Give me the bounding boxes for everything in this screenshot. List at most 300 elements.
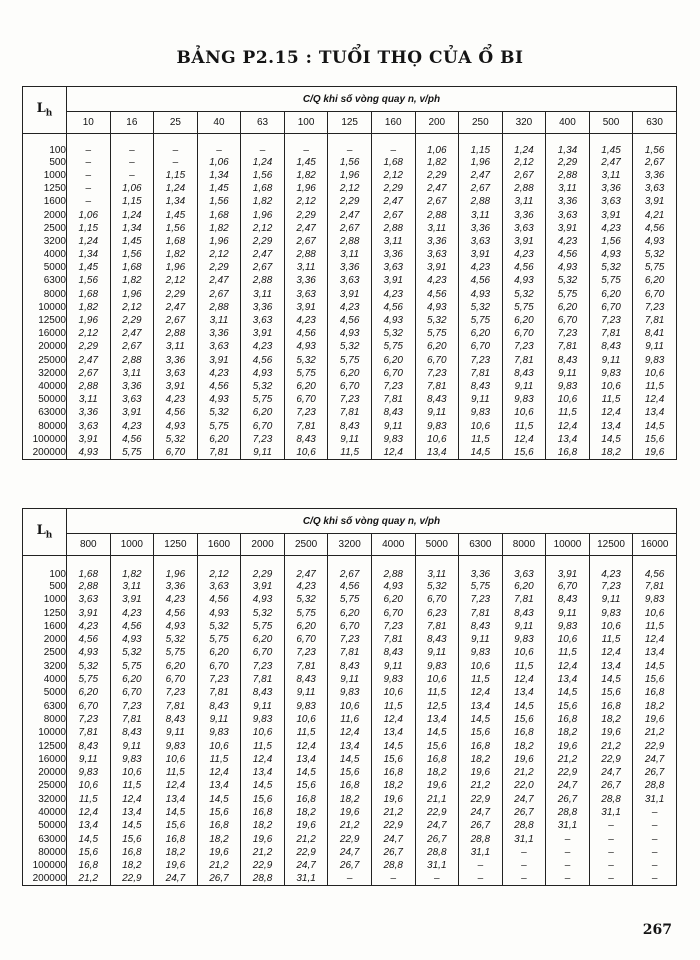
table-cell: – [371,134,415,156]
table-row [23,646,677,659]
table-cell: 18,2 [154,846,198,859]
table-cell: 13,4 [241,766,285,779]
table-cell: – [284,134,328,156]
table-row [23,301,677,314]
table-cell: 2,88 [67,380,111,393]
table-cell: 2,88 [502,182,546,195]
table-cell: 2,88 [328,235,372,248]
table-row [23,446,677,459]
table-cell: 3,11 [328,248,372,261]
column-header: 800 [67,534,111,556]
table-cell: 5,75 [110,660,154,673]
table-cell: 12,5 [415,699,459,712]
table-cell: 13,4 [415,713,459,726]
table-row [23,859,677,872]
table-cell: 7,81 [371,633,415,646]
table-cell: 18,2 [241,819,285,832]
table-cell: 5,75 [459,580,503,593]
table-cell: 28,8 [459,832,503,845]
table-cell: 12,4 [284,739,328,752]
table-cell: 15,6 [110,832,154,845]
table-cell: 1,34 [67,248,111,261]
table-cell: 9,11 [502,380,546,393]
table-cell: 1,56 [328,156,372,169]
table-cell: 11,6 [328,713,372,726]
row-lh-value: 100 [23,556,67,580]
table-cell: – [67,156,111,169]
table-cell: 3,63 [67,419,111,432]
table-cell: 5,75 [459,314,503,327]
row-header-label: L [36,101,46,117]
table-cell: 6,20 [546,301,590,314]
table-cell: 16,8 [67,859,111,872]
table-cell: 6,70 [328,380,372,393]
table-cell: 6,70 [241,646,285,659]
table-cell: 7,23 [241,660,285,673]
table-cell: 2,88 [459,195,503,208]
table-cell: 2,29 [284,208,328,221]
row-lh-value: 3200 [23,660,67,673]
table-cell: 4,23 [328,301,372,314]
table-cell: – [67,195,111,208]
table-cell: – [67,182,111,195]
table-cell: 3,63 [67,593,111,606]
table-cell: 9,83 [371,673,415,686]
table-cell: 5,32 [371,327,415,340]
table-cell: 13,4 [502,686,546,699]
table-cell: 2,12 [284,195,328,208]
table-cell: 22,9 [459,793,503,806]
table-cell: 8,43 [284,433,328,446]
table-cell: 3,91 [546,556,590,580]
table-cell: 2,88 [371,222,415,235]
table-cell: 3,36 [328,261,372,274]
table-cell: 15,6 [459,726,503,739]
row-lh-value: 16000 [23,327,67,340]
table-cell: 2,29 [415,169,459,182]
table-cell: 11,5 [328,446,372,459]
table-cell: 11,5 [110,779,154,792]
table-cell: 3,63 [197,580,241,593]
table-cell: 22,9 [415,806,459,819]
table-cell: 28,8 [589,793,633,806]
table-cell: 6,20 [328,606,372,619]
table-cell: 8,43 [546,593,590,606]
table-cell: 5,75 [328,593,372,606]
table-cell: 1,82 [197,222,241,235]
table-cell: 3,36 [110,380,154,393]
table-cell: 1,56 [154,222,198,235]
table-cell: 10,6 [589,620,633,633]
table-row [23,274,677,287]
table-cell: 3,91 [197,354,241,367]
table-cell: 26,7 [459,819,503,832]
table-cell: 5,32 [197,620,241,633]
row-lh-value: 500 [23,580,67,593]
table-cell: 5,75 [241,620,285,633]
table-cell: 9,11 [67,753,111,766]
table-cell: 6,70 [502,327,546,340]
table-cell: 1,45 [67,261,111,274]
table-cell: 3,11 [110,367,154,380]
table-cell: 8,43 [284,673,328,686]
table-cell: 22,9 [546,766,590,779]
table-cell: 3,36 [459,556,503,580]
table-cell: 10,6 [110,766,154,779]
table-cell: 2,47 [328,208,372,221]
table-cell: 7,81 [502,593,546,606]
table-row [23,753,677,766]
table-row [23,819,677,832]
table-cell: 8,43 [502,367,546,380]
table-cell: 7,23 [328,393,372,406]
table-row [23,340,677,353]
table-cell: 14,5 [110,819,154,832]
table-cell: 3,11 [459,208,503,221]
table-cell: 31,1 [284,872,328,885]
table-cell: 10,6 [459,660,503,673]
table-cell: 21,2 [328,819,372,832]
table-cell: – [67,169,111,182]
table-cell: 1,56 [197,195,241,208]
table-cell: 8,43 [197,699,241,712]
table-row [23,169,677,182]
table-cell: 15,6 [154,819,198,832]
table-cell: 5,32 [284,354,328,367]
table-cell: 1,24 [154,182,198,195]
table-cell: 7,81 [328,406,372,419]
table-cell: 5,75 [197,633,241,646]
table-cell: 10,6 [415,673,459,686]
row-lh-value: 200000 [23,872,67,885]
table-cell: 26,7 [415,832,459,845]
table-cell: 4,23 [241,340,285,353]
table-cell: 10,6 [633,606,677,619]
table-cell: 10,6 [241,726,285,739]
table-cell: 24,7 [589,766,633,779]
row-header-subscript: h [45,530,53,541]
table-cell: 4,93 [154,620,198,633]
table-cell: 2,47 [241,248,285,261]
table-cell: 7,23 [197,673,241,686]
page-number: 267 [642,922,672,938]
table-cell: 2,29 [110,314,154,327]
table-row [23,580,677,593]
table-cell: 6,20 [633,274,677,287]
table-cell: 12,4 [459,686,503,699]
table-cell: 2,29 [371,182,415,195]
table-cell: 8,43 [502,606,546,619]
table-cell: 11,5 [589,393,633,406]
table-cell: 19,6 [415,779,459,792]
table-cell: 10,6 [415,433,459,446]
table-cell: 6,70 [154,446,198,459]
table-cell: 13,4 [110,806,154,819]
table-cell: 5,75 [633,261,677,274]
table-cell: 9,83 [546,620,590,633]
table-cell: 7,81 [502,354,546,367]
table-cell: 1,56 [110,248,154,261]
table-cell: 5,32 [197,406,241,419]
table-cell: 9,11 [459,633,503,646]
table-cell: 22,0 [502,779,546,792]
table-cell: – [154,156,198,169]
table-cell: – [502,872,546,885]
table-cell: – [371,872,415,885]
table-cell: 3,63 [154,367,198,380]
table-cell: 31,1 [459,846,503,859]
table-cell: 16,8 [371,766,415,779]
table-cell: 7,23 [371,380,415,393]
table-cell: 13,4 [284,753,328,766]
table-cell: 2,12 [67,327,111,340]
table-cell: 7,81 [241,673,285,686]
table-cell: 3,91 [459,248,503,261]
table-cell: 9,11 [197,713,241,726]
table-cell: 3,63 [459,235,503,248]
column-header: 1250 [154,534,198,556]
table-cell: 6,70 [328,620,372,633]
table-cell: 16,8 [459,739,503,752]
table-cell: 9,83 [633,593,677,606]
table-cell: 22,9 [284,846,328,859]
table-cell: 14,5 [328,753,372,766]
table-cell: 1,24 [241,156,285,169]
table-cell: – [546,872,590,885]
row-lh-value: 2000 [23,633,67,646]
table-row [23,419,677,432]
row-lh-value: 50000 [23,393,67,406]
row-lh-value: 5000 [23,261,67,274]
table-cell: 4,93 [284,340,328,353]
table-cell: 10,6 [546,393,590,406]
table-cell: 2,88 [241,274,285,287]
table-cell: 9,83 [154,739,198,752]
table-cell: 5,75 [284,367,328,380]
table-cell: 7,81 [633,314,677,327]
table-cell: 13,4 [67,819,111,832]
row-lh-value: 20000 [23,766,67,779]
table-cell: 12,4 [633,633,677,646]
table-cell: 9,83 [67,766,111,779]
table-cell: 6,70 [415,593,459,606]
table-cell: 15,6 [284,779,328,792]
table-cell: 2,29 [546,156,590,169]
table-cell: 10,6 [502,406,546,419]
table-cell: 3,36 [546,195,590,208]
table-cell: 26,7 [502,806,546,819]
table-cell: 2,67 [197,288,241,301]
table-cell: – [589,859,633,872]
table-cell: 2,12 [197,556,241,580]
table-cell: 21,2 [67,872,111,885]
table-cell: 6,20 [284,380,328,393]
table-cell: 21,2 [546,753,590,766]
table-cell: 5,32 [284,593,328,606]
table-cell: 8,43 [110,726,154,739]
table-cell: 4,23 [589,556,633,580]
table-cell: 3,91 [110,593,154,606]
table-cell: 12,4 [502,433,546,446]
table-cell: 7,23 [589,314,633,327]
table-cell: 2,29 [67,340,111,353]
table-cell: 2,67 [154,314,198,327]
table-cell: 9,83 [459,646,503,659]
table-cell: 2,67 [633,156,677,169]
table-cell: 1,06 [110,182,154,195]
table-cell: 13,4 [154,793,198,806]
table-cell: 4,56 [328,580,372,593]
table-cell: 9,11 [589,354,633,367]
column-header: 8000 [502,534,546,556]
table-cell: – [197,134,241,156]
row-lh-value: 500 [23,156,67,169]
table-cell: 7,23 [284,406,328,419]
table-cell: 2,67 [284,235,328,248]
table-cell: 5,32 [241,606,285,619]
table-cell: 6,20 [154,660,198,673]
table-cell: 2,12 [197,248,241,261]
table-cell: 4,56 [67,633,111,646]
table-cell: 2,67 [371,208,415,221]
table-cell: 2,12 [154,274,198,287]
table-cell: 12,4 [67,806,111,819]
table-cell: 4,93 [502,274,546,287]
table-cell: 14,5 [284,766,328,779]
table-cell: 9,11 [284,686,328,699]
table-cell: 6,70 [154,673,198,686]
column-header: 1000 [110,534,154,556]
table-row [23,606,677,619]
table-cell: 31,1 [633,793,677,806]
table-cell: 6,70 [546,314,590,327]
table-cell: 1,56 [67,274,111,287]
table-row [23,846,677,859]
table-cell: – [415,872,459,885]
table-cell: 31,1 [502,832,546,845]
table-cell: 1,15 [110,195,154,208]
table-cell: 24,7 [546,779,590,792]
table-cell: 6,20 [328,367,372,380]
page-title: BẢNG P2.15 : TUỔI THỌ CỦA Ổ BI [176,48,524,68]
table-cell: – [546,859,590,872]
table-cell: 6,20 [371,354,415,367]
table-cell: 16,8 [328,779,372,792]
table-cell: 1,15 [154,169,198,182]
table-row [23,633,677,646]
row-lh-value: 16000 [23,753,67,766]
row-lh-value: 12500 [23,314,67,327]
table-cell: 2,67 [328,556,372,580]
table-cell: 26,7 [633,766,677,779]
table-cell: 6,70 [459,340,503,353]
table-cell: 18,2 [197,832,241,845]
table-cell: 7,23 [633,301,677,314]
table-cell: 3,63 [241,314,285,327]
table-cell: 15,6 [589,686,633,699]
table-cell: 3,36 [284,274,328,287]
table-cell: 3,91 [110,406,154,419]
table-cell: 9,83 [589,367,633,380]
table-cell: 2,67 [502,169,546,182]
table-cell: 6,20 [589,288,633,301]
table-cell: 1,96 [241,208,285,221]
table-cell: 1,68 [67,556,111,580]
table-cell: 10,6 [154,753,198,766]
row-lh-value: 12500 [23,739,67,752]
table-cell: 7,81 [546,340,590,353]
table-cell: 1,82 [284,169,328,182]
table-cell: 11,5 [633,620,677,633]
row-lh-value: 40000 [23,806,67,819]
table-cell: 26,7 [371,846,415,859]
table-cell: 9,11 [328,433,372,446]
table-cell: 18,2 [633,699,677,712]
table-cell: 2,29 [241,235,285,248]
table-cell: 2,12 [328,182,372,195]
row-lh-value: 100000 [23,433,67,446]
table-cell: 26,7 [546,793,590,806]
table-cell: 4,56 [154,406,198,419]
table-cell: 14,5 [633,660,677,673]
table-cell: 11,5 [502,419,546,432]
table-cell: 6,70 [546,580,590,593]
table-cell: 1,96 [110,288,154,301]
row-lh-value: 20000 [23,340,67,353]
table-cell: 3,36 [197,327,241,340]
table-cell: 5,75 [502,301,546,314]
column-header: 500 [589,112,633,134]
table-cell: 9,83 [589,606,633,619]
table-cell: 6,20 [197,433,241,446]
table-cell: 9,11 [154,726,198,739]
table-cell: 4,23 [154,393,198,406]
table-cell: 21,2 [502,766,546,779]
table-cell: 5,32 [241,380,285,393]
table-cell: 4,56 [154,606,198,619]
table-cell: 19,6 [633,713,677,726]
table-cell: 3,91 [589,208,633,221]
table-cell: 19,6 [197,846,241,859]
table-cell: 3,63 [502,556,546,580]
column-header: 200 [415,112,459,134]
table-cell: 7,81 [415,620,459,633]
column-header: 25 [154,112,198,134]
table-cell: 6,20 [459,327,503,340]
table-cell: 3,91 [67,433,111,446]
table-cell: 1,06 [415,134,459,156]
table-cell: 14,5 [459,713,503,726]
column-header: 3200 [328,534,372,556]
table-cell: 28,8 [502,819,546,832]
table-cell: 6,70 [67,699,111,712]
table-cell: 3,63 [589,195,633,208]
table-cell: 3,11 [371,235,415,248]
table-cell: 28,8 [371,859,415,872]
column-header: 320 [502,112,546,134]
table-cell: 1,82 [241,195,285,208]
table-cell: 15,6 [502,713,546,726]
table-cell: 8,43 [67,739,111,752]
table-row [23,248,677,261]
column-header: 16 [110,112,154,134]
table-cell: 14,5 [589,673,633,686]
table-cell: 13,4 [328,739,372,752]
table-cell: 2,29 [154,288,198,301]
row-lh-value: 6300 [23,699,67,712]
table-cell: 6,70 [589,301,633,314]
table-cell: 2,88 [197,301,241,314]
